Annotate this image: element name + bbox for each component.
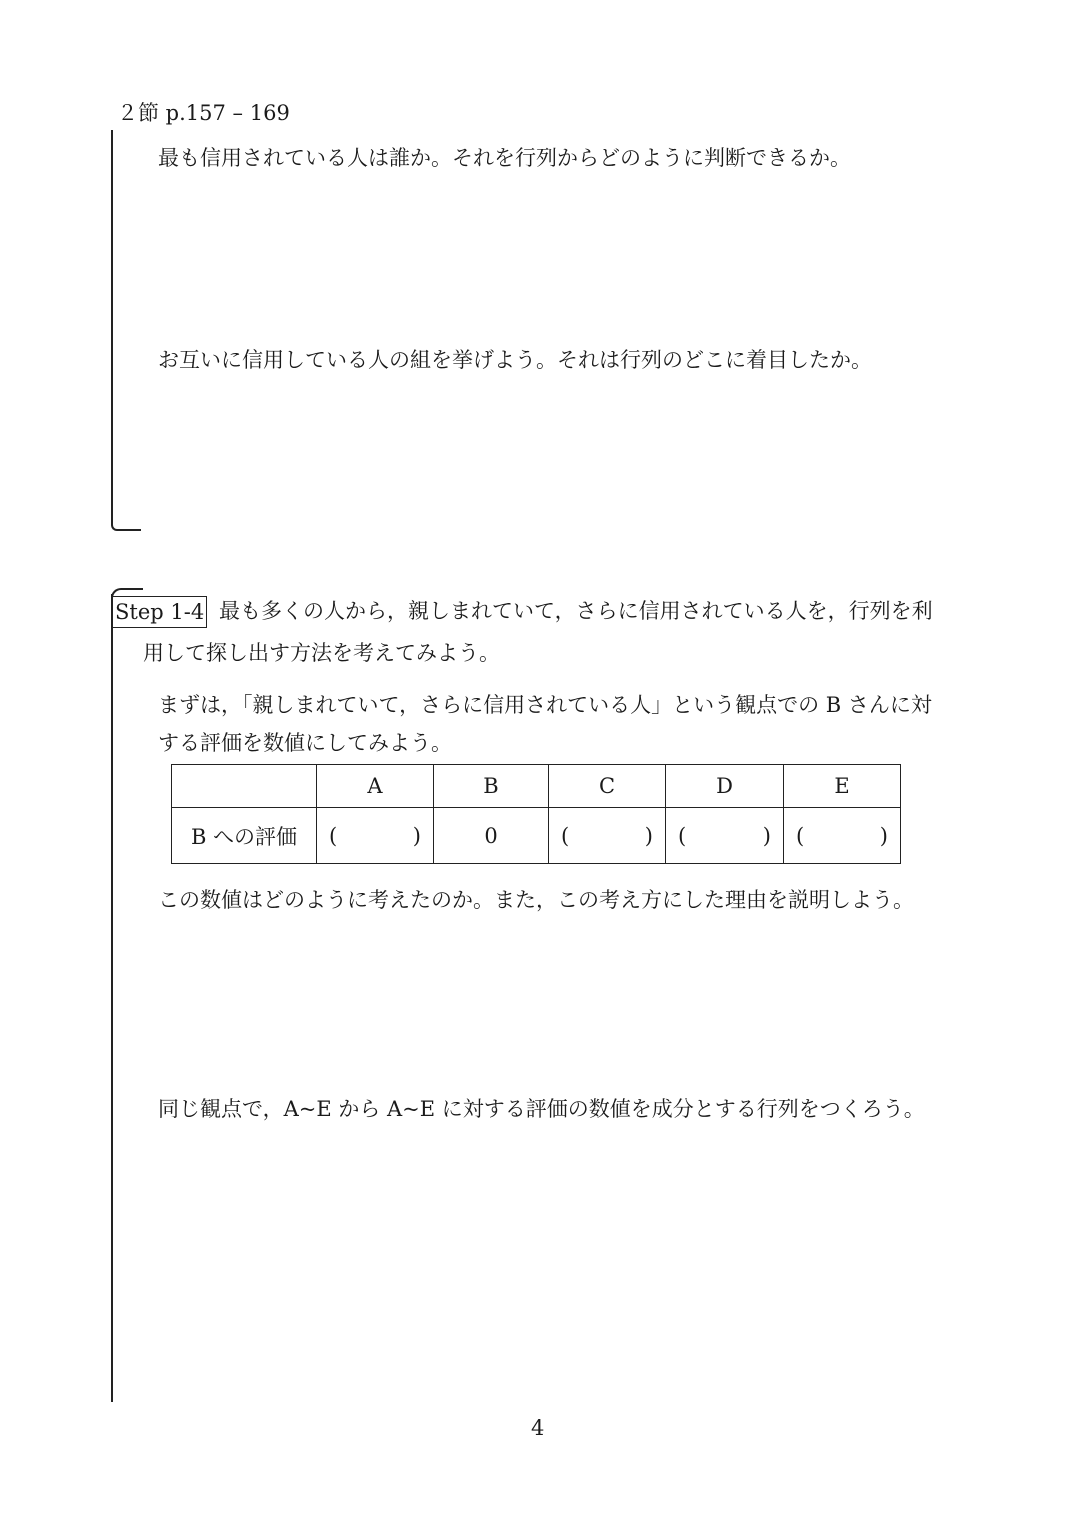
section-heading: ２節 p.157 – 169: [117, 101, 290, 125]
cell-a-blank[interactable]: [317, 808, 434, 864]
open-paren: (: [796, 823, 805, 848]
open-paren: (: [561, 823, 570, 848]
intro-line1: まずは，「親しまれていて，さらに信用されている人」という観点での B さんに対: [158, 693, 932, 717]
bracket-step-line: [111, 594, 113, 1402]
row-label-b-eval: B への評価: [172, 808, 317, 864]
table-row: [172, 808, 901, 864]
step-text-line2: 用して探し出す方法を考えてみよう。: [143, 641, 500, 665]
bracket-top-line: [111, 130, 113, 525]
question-most-trusted: 最も信用されている人は誰か。それを行列からどのように判断できるか。: [158, 146, 851, 170]
header-cell-d: D: [666, 765, 784, 808]
open-paren: (: [678, 823, 687, 848]
bracket-top-corner: [111, 521, 141, 531]
close-paren: ): [879, 823, 888, 848]
header-cell-e: E: [784, 765, 901, 808]
close-paren: ): [644, 823, 653, 848]
close-paren: ): [412, 823, 421, 848]
header-cell-a: A: [317, 765, 434, 808]
table-header-row: [172, 765, 901, 808]
step-label: Step 1-4: [112, 596, 207, 628]
header-cell-b: B: [434, 765, 549, 808]
close-paren: ): [762, 823, 771, 848]
cell-e-blank[interactable]: [784, 808, 901, 864]
step-text-line1: 最も多くの人から，親しまれていて，さらに信用されている人を，行列を利: [219, 599, 933, 623]
page-number: 4: [531, 1416, 545, 1440]
open-paren: (: [329, 823, 338, 848]
header-cell-c: C: [549, 765, 666, 808]
cell-c-blank[interactable]: [549, 808, 666, 864]
cell-b-value: 0: [434, 808, 549, 864]
header-cell-empty: [172, 765, 317, 808]
question-mutual-trust: お互いに信用している人の組を挙げよう。それは行列のどこに着目したか。: [158, 348, 872, 372]
question-matrix: 同じ観点で，A~E から A~E に対する評価の数値を成分とする行列をつくろう。: [158, 1097, 925, 1121]
evaluation-table: [171, 764, 901, 864]
cell-d-blank[interactable]: [666, 808, 784, 864]
question-reasoning: この数値はどのように考えたのか。また，この考え方にした理由を説明しよう。: [158, 888, 914, 912]
intro-line2: する評価を数値にしてみよう。: [158, 731, 452, 755]
